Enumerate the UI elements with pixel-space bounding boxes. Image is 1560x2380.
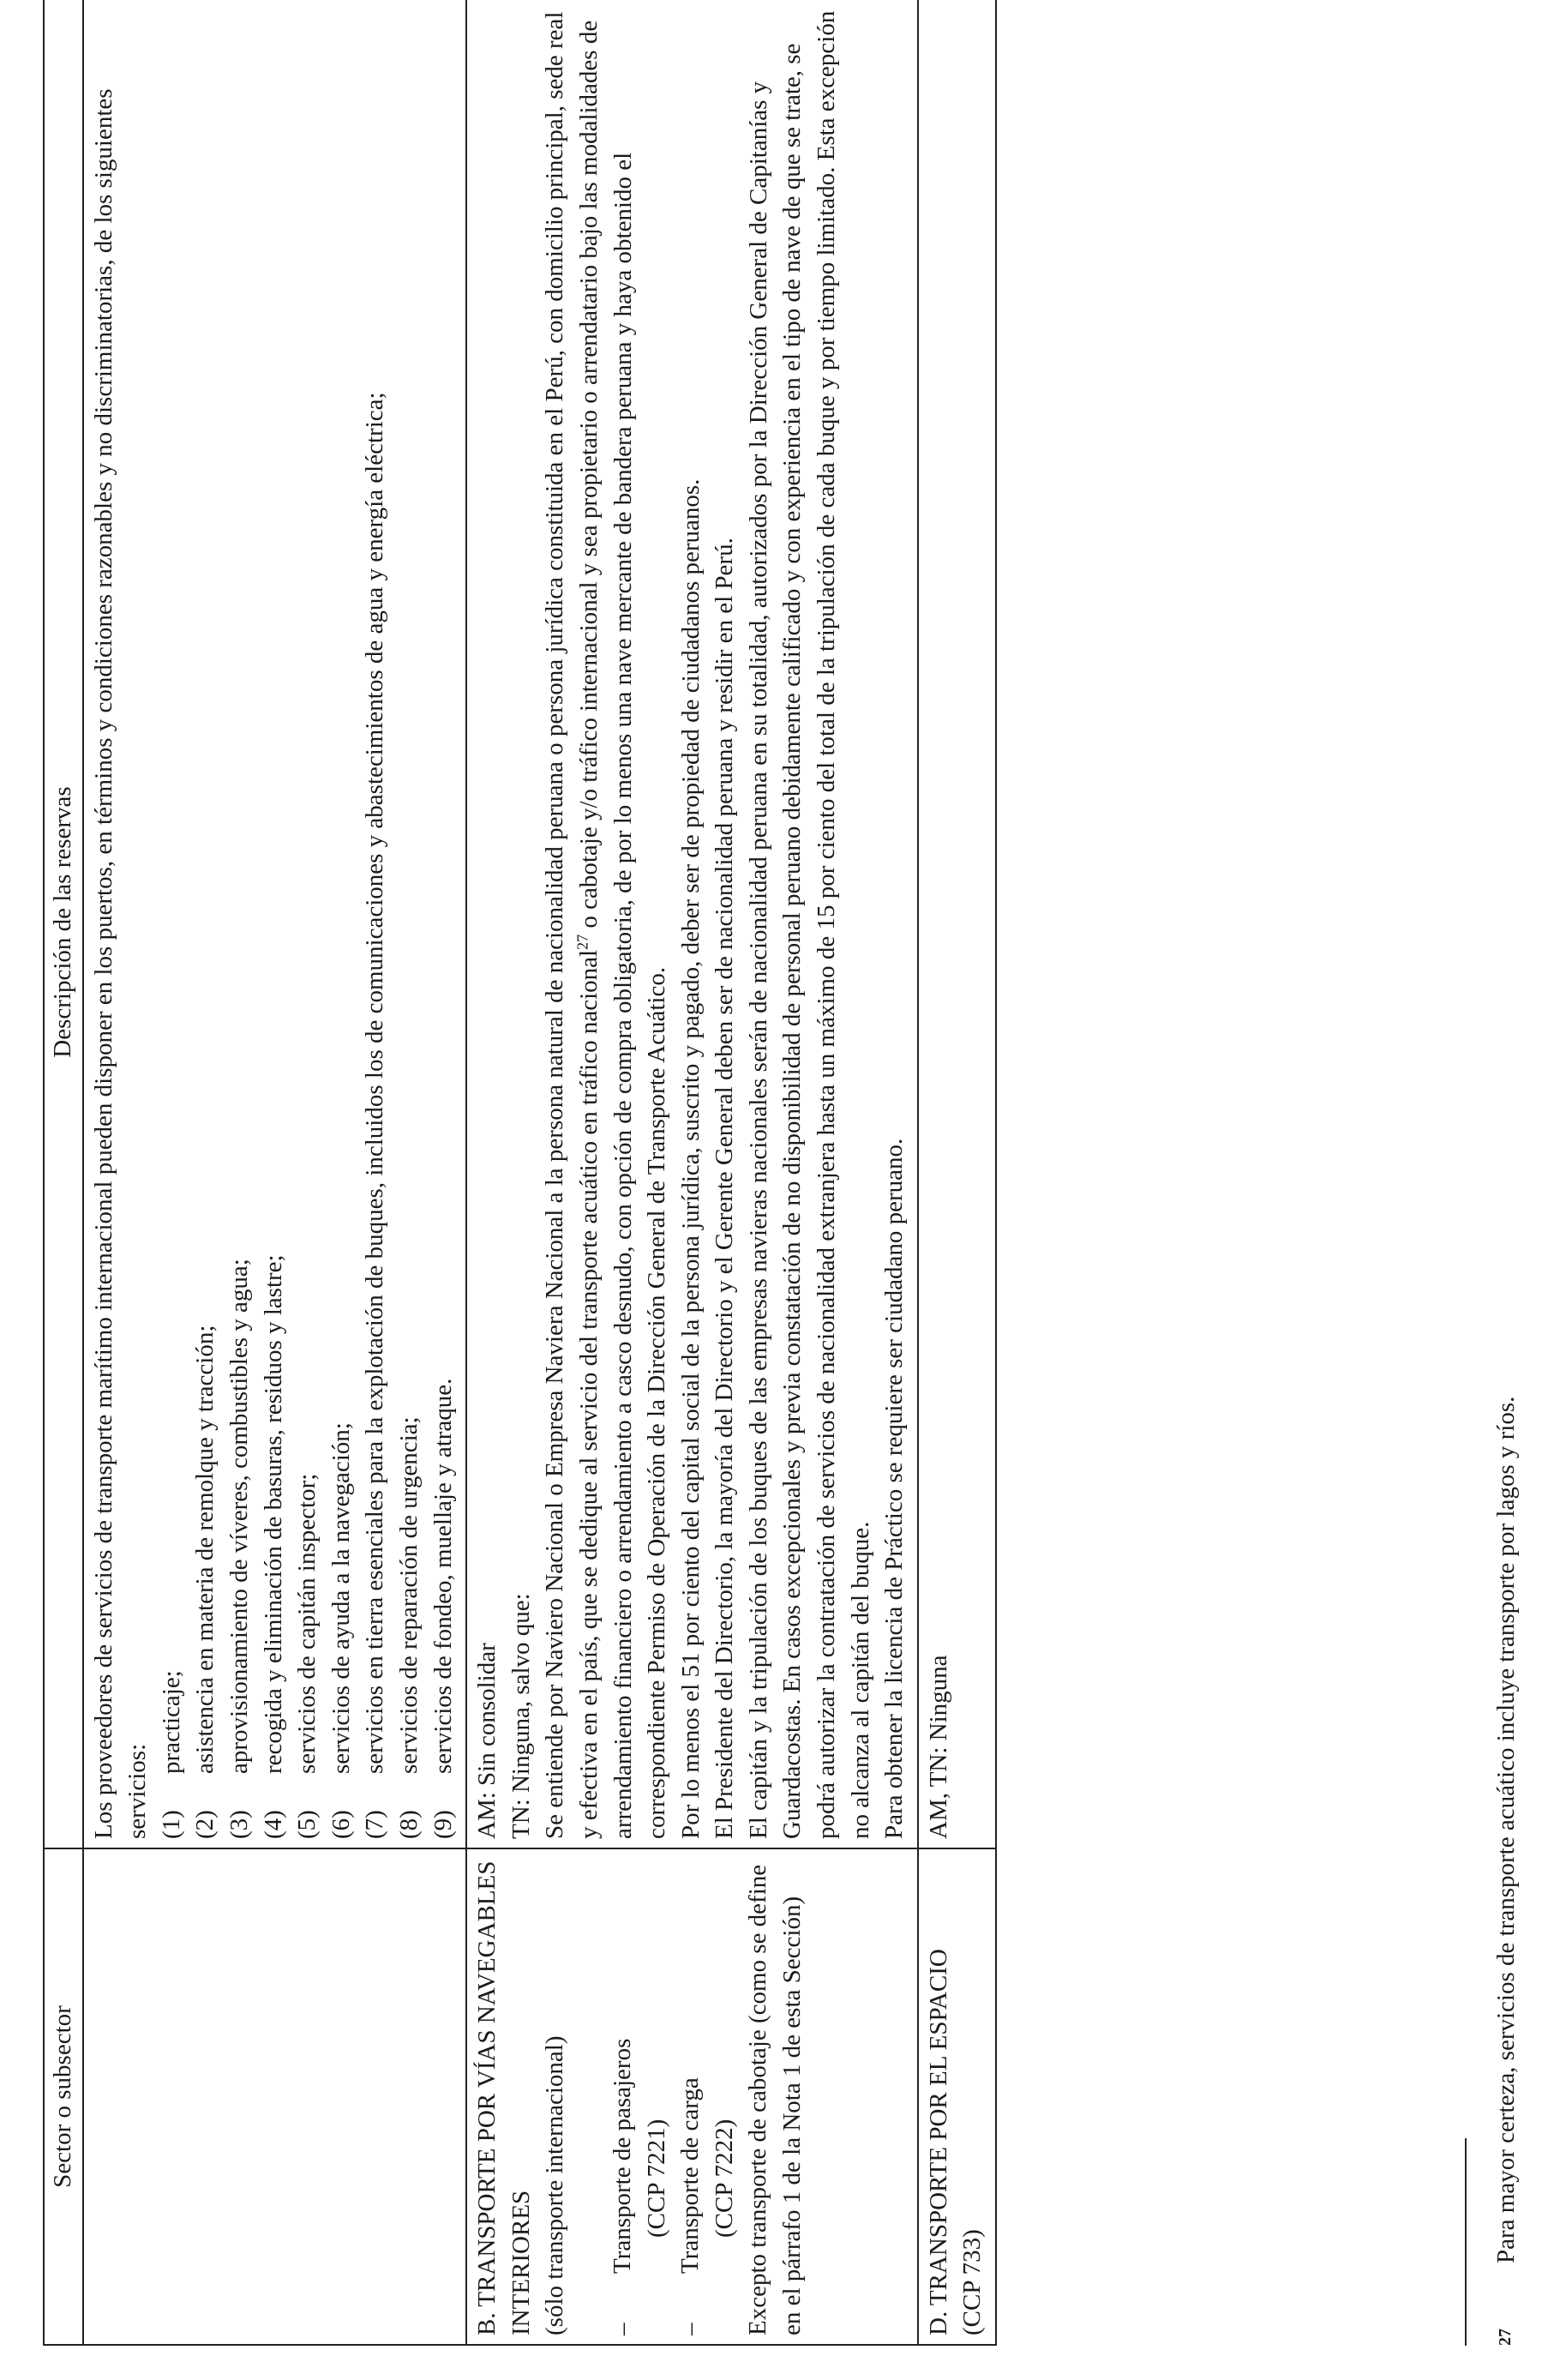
list-item: (9) servicios de fondeo, muellaje y atraque. [429,1378,457,1839]
list-item: (8) servicios de reparación de urgencia; [394,1416,423,1839]
footnote-ref[interactable]: 27 [573,934,591,950]
sector-code: (CCP 733) [958,2229,987,2335]
sector-cell [466,1848,918,2345]
paragraph: El capitán y la tripulación de los buques de las empresas navieras nacionales serán de nacionalidad peruana en su totalidad, autorizados por la Dirección General de Capitanías y Guardacostas. En casos excepcionales y previa constatación de no disponibilidad de personal peruano debidamente calificado y con experiencia en el tipo de nave de que se trate, se podrá autorizar la contratación de servicios de nacionalidad extranjera hasta un máximo de 15 por ciento del total de la tripulación de cada buque y por tiempo limitado. Esta excepción no alcanza al capitán del buque. [744,10,874,1839]
list-item: (1) practicaje; [157,1670,185,1839]
description-cell [918,0,996,1848]
list-item: (5) servicios de capitán inspector; [293,1473,321,1839]
paragraph: AM, TN: Ninguna [924,1655,952,1839]
header-description: Descripción de las reservas [44,0,83,1848]
subsector-item: – Transporte de carga (CCP 7222) [676,2077,738,2335]
header-sector: Sector o subsector [44,1848,83,2345]
footnote [1489,117,1522,2346]
table-header-row [44,0,83,2345]
reservations-table [43,0,997,2346]
table-row [466,0,918,2345]
description-cell [466,0,918,1848]
sector-note: (sólo transporte internacional) [541,2035,569,2335]
intro-text: Los proveedores de servicios de transporte marítimo internacional pueden disponer en los puertos, en términos y condiciones razonables y no discriminatorias, de los siguientes servicios: [89,88,152,1839]
paragraph: Para obtener la licencia de Práctico se requiere ser ciudadano peruano. [880,1138,909,1839]
paragraph: El Presidente del Directorio, la mayoría del Directorio y el Gerente General deben ser de nacionalidad peruana y residir en el Perú. [711,538,739,1839]
port-services-list [155,5,460,1839]
list-item: (3) aprovisionamiento de víveres, combustibles y agua; [225,1259,253,1839]
description-cell [83,0,467,1848]
sector-title: D. TRANSPORTE POR EL ESPACIO [924,1949,952,2335]
national-treatment: TN: Ninguna, salvo que: [507,1593,535,1839]
footnote-text: Para mayor certeza, servicios de transporte acuático incluye transporte por lagos y ríos. [1492,1396,1520,2263]
sector-title: B. TRANSPORTE POR VÍAS NAVEGABLES INTERIORES [473,1860,535,2335]
exception-text: Excepto transporte de cabotaje (como se define en el párrafo 1 de la Nota 1 de esta Sección) [744,1864,806,2335]
sector-cell [918,1848,996,2345]
footnote-number: 27 [1496,2329,1515,2346]
sector-cell-empty [83,1848,467,2345]
list-item: (6) servicios de ayuda a la navegación; [327,1422,355,1839]
table-row [83,0,467,2345]
table-row [918,0,996,2345]
list-item: (7) servicios en tierra esenciales para la explotación de buques, incluidos los de comunicaciones y abastecimientos de agua y energía eléctrica; [361,392,389,1839]
paragraph: Por lo menos el 51 por ciento del capital social de la persona jurídica, suscrito y pagado, deber ser de propiedad de ciudadanos peruanos. [676,478,705,1839]
paragraph: Se entiende por Naviero Nacional o Empresa Naviera Nacional a la persona natural de nacionalidad peruana o persona jurídica constituida en el Perú, con domicilio principal, sede real y efectiva en el país, que se dedique al servicio del transporte acuático en tráfico nacional$^{27}$ o cabotaje y/o tráfico internacional y sea propietario o arrendatario bajo las modalidades de arrendamiento financiero o arrendamiento a casco desnudo, con opción de compra obligatoria, de por lo menos una nave mercante de bandera peruana y haya obtenido el correspondiente Permiso de Operación de la Dirección General de Transporte Acuático. [541,11,671,1839]
market-access: AM: Sin consolidar [473,1643,501,1839]
list-item: (2) asistencia en materia de remolque y tracción; [191,1325,219,1839]
subsector-item: – Transporte de pasajeros (CCP 7221) [608,2038,670,2335]
footnote-rule [1465,2138,1467,2346]
list-item: (4) recogida y eliminación de basuras, residuos y lastre; [259,1254,287,1839]
